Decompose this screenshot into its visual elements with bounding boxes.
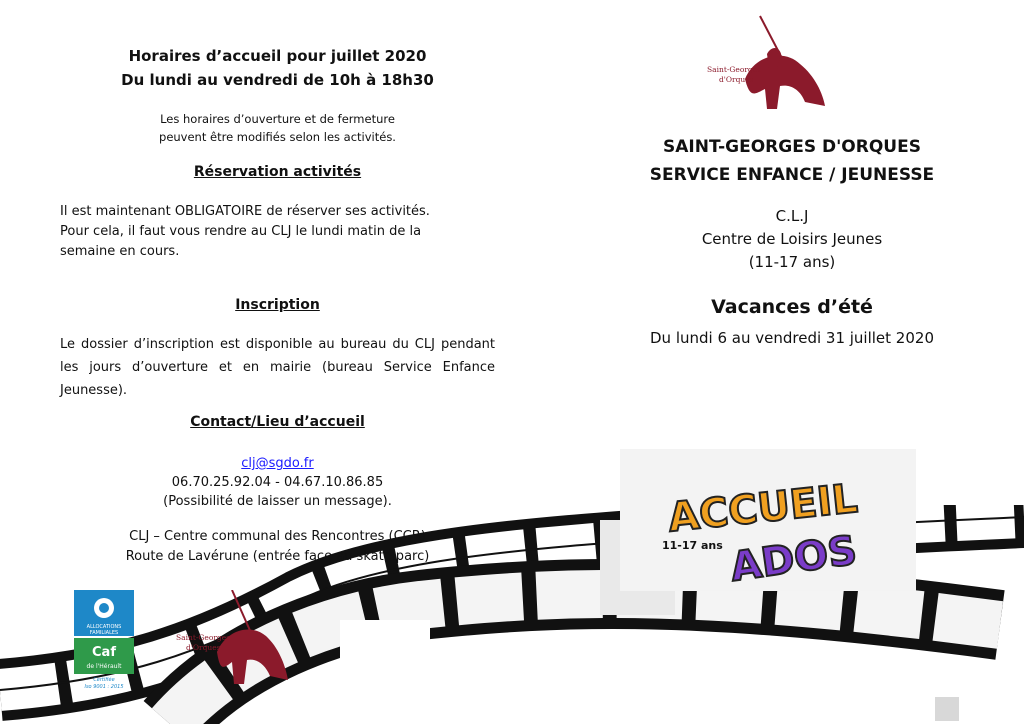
caf-line1: ALLOCATIONS <box>86 624 122 630</box>
town-logo-bottom-line2: d'Orques <box>186 643 221 652</box>
caf-line2: FAMILIALES <box>89 630 119 636</box>
accueil-ados-graphic <box>620 449 916 591</box>
address-block <box>60 527 495 567</box>
caf-cert1: Certifiée <box>93 677 115 683</box>
accueil-ados-icon <box>620 449 916 591</box>
caf-region: de l'Hérault <box>86 663 122 670</box>
hours-title-line1: Horaires d’accueil pour juillet 2020 <box>128 47 427 65</box>
accueil-word: ACCUEIL <box>666 475 860 542</box>
hours-heading <box>60 44 495 92</box>
inscription-text: Le dossier d’inscription est disponible au bureau du CLJ pendant les jours d’ouverture et en mairie (bureau Service Enfance Jeunesse). <box>60 337 495 398</box>
caf-cert2: Iso 9001 : 2015 <box>84 684 124 690</box>
org-line1: SAINT-GEORGES D'ORQUES <box>663 137 921 157</box>
clj-line2: Centre de Loisirs Jeunes <box>701 230 883 248</box>
caf-name: Caf <box>92 645 116 660</box>
ados-word: ADOS <box>727 527 860 591</box>
town-logo-text-line1: Saint-Georges <box>707 65 762 74</box>
vacances-heading: Vacances d’été <box>711 296 873 318</box>
reservation-line2: Pour cela, il faut vous rendre au CLJ le lundi matin de la <box>60 224 422 239</box>
contact-note: (Possibilité de laisser un message). <box>163 494 392 509</box>
hours-note-line2: peuvent être modifiés selon les activités. <box>159 130 396 144</box>
town-logo-text-line2: d'Orques <box>719 75 754 84</box>
reservation-text <box>60 202 500 262</box>
address-line1: CLJ – Centre communal des Rencontres (CCR) <box>129 529 426 544</box>
contact-block <box>60 454 495 511</box>
corner-stamp <box>935 697 959 721</box>
caf-logo-icon <box>74 590 134 690</box>
age-range-text: 11-17 ans <box>662 539 723 552</box>
town-logo-bottom-line1: Saint-Georges <box>176 633 231 642</box>
dates-text: Du lundi 6 au vendredi 31 juillet 2020 <box>650 329 934 347</box>
town-logo-icon <box>705 14 830 114</box>
clj-block <box>560 205 1024 274</box>
clj-line1: C.L.J <box>775 207 809 225</box>
reservation-heading: Réservation activités <box>193 164 362 180</box>
hours-title-line2: Du lundi au vendredi de 10h à 18h30 <box>121 71 434 89</box>
reservation-line3: semaine en cours. <box>60 244 180 259</box>
contact-email-link[interactable]: clj@sgdo.fr <box>241 456 314 471</box>
org-line2: SERVICE ENFANCE / JEUNESSE <box>649 165 935 185</box>
contact-phones: 06.70.25.92.04 - 04.67.10.86.85 <box>171 475 384 490</box>
reservation-line1: Il est maintenant OBLIGATOIRE de réserver ses activités. <box>60 204 430 219</box>
town-logo-bottom-icon <box>172 590 292 690</box>
hours-note-line1: Les horaires d’ouverture et de fermeture <box>160 112 395 126</box>
contact-heading: Contact/Lieu d’accueil <box>190 414 365 430</box>
address-line2: Route de Lavérune (entrée face au skate parc) <box>125 549 430 564</box>
hours-note <box>60 110 495 146</box>
inscription-heading: Inscription <box>235 297 320 313</box>
organization-title <box>560 133 1024 189</box>
clj-line3: (11-17 ans) <box>748 253 836 271</box>
